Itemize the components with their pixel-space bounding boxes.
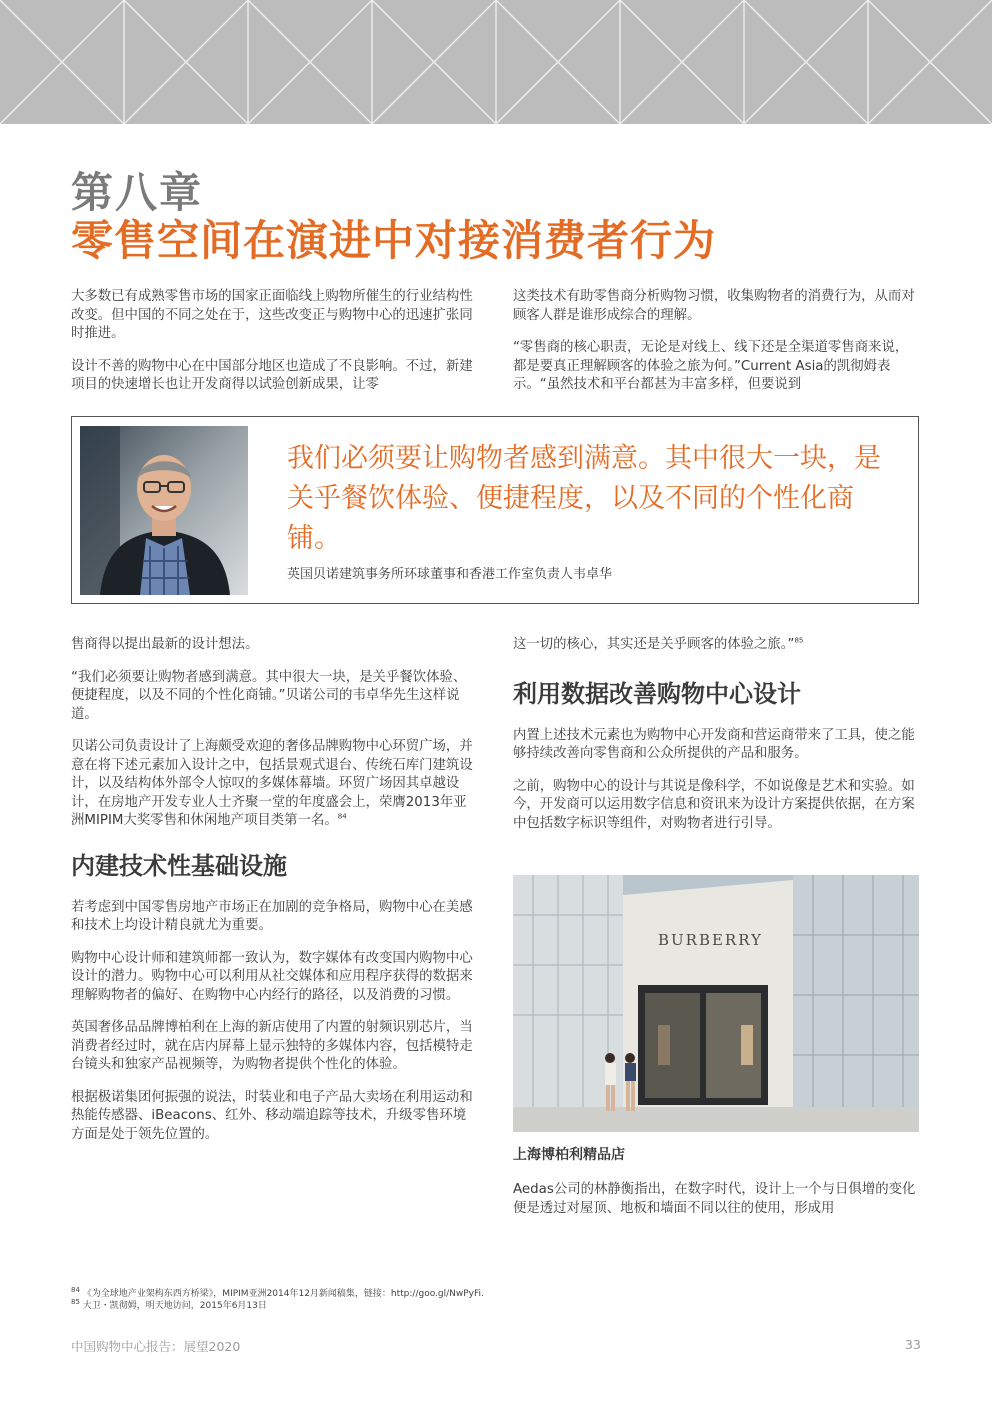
paragraph: 售商得以提出最新的设计想法。 xyxy=(71,637,259,652)
chapter-label: 第八章 xyxy=(71,168,204,217)
paragraph: 设计不善的购物中心在中国部分地区也造成了不良影响。不过，新建项目的快速增长也让开发商得以试验创新成果，让零 xyxy=(71,358,473,392)
paragraph xyxy=(71,738,477,831)
quote-text: 我们必须要让购物者感到满意。其中很大一块，是关乎餐饮体验、便捷程度，以及不同的个性化商铺。 xyxy=(287,443,881,554)
photo-caption: 上海博柏利精品店 xyxy=(513,1147,625,1163)
paragraph: Aedas公司的林静衡指出，在数字时代，设计上一个与日俱增的变化便是透过对屋顶、地板和墙面不同以往的使用，形成用 xyxy=(513,1182,916,1216)
footnote-ref: 85 xyxy=(794,636,804,645)
right-column-end xyxy=(513,1181,919,1232)
right-column-top xyxy=(513,288,919,409)
section-heading-infrastructure: 内建技术性基础设施 xyxy=(71,851,287,880)
paragraph: 英国奢侈品品牌博柏利在上海的新店使用了内置的射频识别芯片，当消费者经过时，就在店内屏幕上显示独特的多媒体内容，包括模特走台镜头和独家产品视频等，为购物者提供个性化的体验。 xyxy=(71,1020,473,1072)
footnote xyxy=(71,1300,484,1312)
paragraph xyxy=(513,636,919,655)
paragraph: 内置上述技术元素也为购物中心开发商和营运商带来了工具，使之能够持续改善向零售商和公众所提供的产品和服务。 xyxy=(513,727,915,761)
paragraph: 若考虑到中国零售房地产市场正在加剧的竞争格局，购物中心在美感和技术上均设计精良就尤为重要。 xyxy=(71,899,473,933)
paragraph: 根据极诺集团何振强的说法，时装业和电子产品大卖场在利用运动和热能传感器、iBeacons、红外、移动端追踪等技术，升级零售环境方面是处于领先位置的。 xyxy=(71,1089,473,1142)
left-column-top xyxy=(71,288,477,409)
store-sign: BURBERRY xyxy=(658,931,763,949)
quote-attribution: 英国贝诺建筑事务所环球董事和香港工作室负责人韦卓华 xyxy=(287,567,613,582)
paragraph: 这类技术有助零售商分析购物习惯，收集购物者的消费行为，从而对顾客人群是谁形成综合的理解。 xyxy=(513,289,915,323)
footnote-text: 《为全球地产业架构东西方桥梁》，MIPIM亚洲2014年12月新闻稿集，链接：http://goo.gl/NwPyFi. xyxy=(82,1289,484,1299)
footnotes xyxy=(71,1288,484,1312)
header-banner xyxy=(0,0,992,124)
footnote xyxy=(71,1288,484,1300)
store-photo xyxy=(513,875,919,1132)
footnote-number: 84 xyxy=(71,1286,80,1294)
footer-report-title: 中国购物中心报告：展望2020 xyxy=(71,1339,241,1354)
footnote-text: 大卫・凯彻姆，明天地访问，2015年6月13日 xyxy=(82,1301,267,1311)
pull-quote-box xyxy=(71,416,919,604)
paragraph: 大多数已有成熟零售市场的国家正面临线上购物所催生的行业结构性改变。但中国的不同之处在于，这些改变正与购物中心的迅速扩张同时推进。 xyxy=(71,289,473,341)
footnote-ref: 84 xyxy=(337,812,347,821)
chapter-title: 零售空间在演进中对接消费者行为 xyxy=(71,216,717,265)
paragraph: 之前，购物中心的设计与其说是像科学，不如说像是艺术和实验。如今，开发商可以运用数字信息和资讯来为设计方案提供依据，在方案中包括数字标识等组件，对购物者进行引导。 xyxy=(513,778,915,831)
paragraph-text: 这一切的核心，其实还是关乎顾客的体验之旅。” xyxy=(513,637,795,652)
paragraph: “我们必须要让购物者感到满意。其中很大一块，是关乎餐饮体验、便捷程度，以及不同的个性化商铺。”贝诺公司的韦卓华先生这样说道。 xyxy=(71,669,467,722)
paragraph: 购物中心设计师和建筑师都一致认为，数字媒体有改变国内购物中心设计的潜力。购物中心可以利用从社交媒体和应用程序获得的数据来理解购物者的偏好、在购物中心内经行的路径，以及消费的习惯。 xyxy=(71,950,473,1003)
right-column-bottom xyxy=(513,636,919,847)
paragraph-text: 贝诺公司负责设计了上海颇受欢迎的奢侈品牌购物中心环贸广场，并意在将下述元素加入设计之中，包括景观式退台、传统石库门建筑设计，以及结构体外部令人惊叹的多媒体幕墙。环贸广场因其卓越设计，在房地产开发专业人士齐聚一堂的年度盛会上，荣膺2013年亚洲MIPIM大奖零售和休闲地产项目类第一名。 xyxy=(71,739,473,828)
portrait-photo xyxy=(80,426,248,595)
section-heading-data: 利用数据改善购物中心设计 xyxy=(513,679,801,708)
banner-pattern xyxy=(0,0,992,124)
footnote-number: 85 xyxy=(71,1298,80,1306)
page-number: 33 xyxy=(905,1337,921,1352)
left-column-bottom xyxy=(71,636,477,1158)
paragraph: “零售商的核心职责，无论是对线上、线下还是全渠道零售商来说，都是要真正理解顾客的体验之旅为何。”Current Asia的凯彻姆表示。“虽然技术和平台都甚为丰富多样，但要说到 xyxy=(513,340,909,392)
